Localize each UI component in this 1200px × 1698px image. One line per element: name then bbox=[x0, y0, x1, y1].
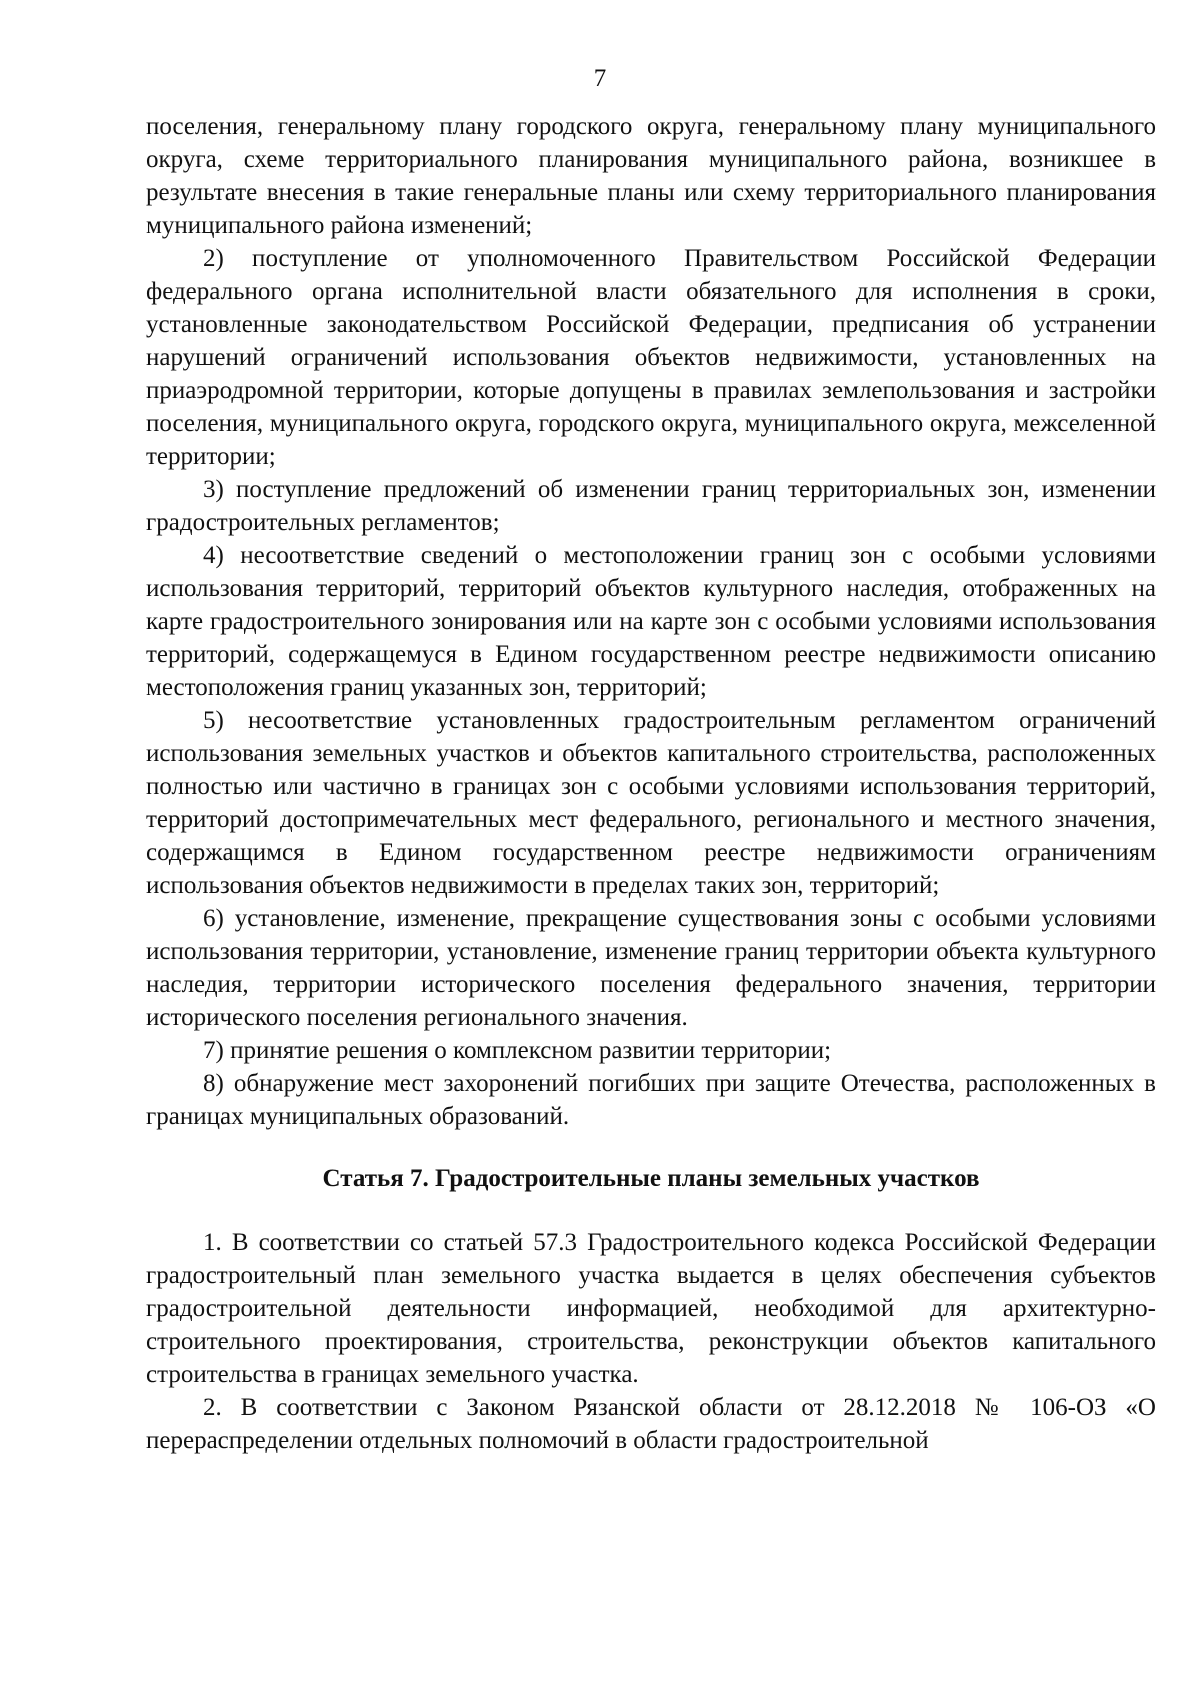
list-item-6: 6) установление, изменение, прекращение существования зоны с особыми условиями использования территории, установление, изменение границ территории объекта культурного наследия, территории исторического поселения федерального значения, территории исторического поселения регионального значения. bbox=[146, 905, 1156, 1031]
list-item-7: 7) принятие решения о комплексном развитии территории; bbox=[203, 1037, 832, 1064]
page-number: 7 bbox=[593, 65, 607, 92]
article-paragraph-2: 2. В соответствии с Законом Рязанской области от 28.12.2018 № 106-ОЗ «О перераспределении отдельных полномочий в области градостроительной bbox=[146, 1394, 1156, 1454]
list-item-4: 4) несоответствие сведений о местоположении границ зон с особыми условиями использования территорий, территорий объектов культурного наследия, отображенных на карте градостроительного зонирования или на карте зон с особыми условиями использования территорий, содержащемуся в Едином государственном реестре недвижимости описанию местоположения границ указанных зон, территорий; bbox=[146, 542, 1156, 701]
list-item-2: 2) поступление от уполномоченного Правительством Российской Федерации федерального органа исполнительной власти обязательного для исполнения в сроки, установленные законодательством Российской Федерации, предписания об устранении нарушений ограничений использования объектов недвижимости, установленных на приаэродромной территории, которые допущены в правилах землепользования и застройки поселения, муниципального округа, городского округа, муниципального округа, межселенной территории; bbox=[146, 245, 1156, 470]
article-paragraph-1: 1. В соответствии со статьей 57.3 Градостроительного кодекса Российской Федерации градостроительный план земельного участка выдается в целях обеспечения субъектов градостроительной деятельности информацией, необходимой для архитектурно-строительного проектирования, строительства, реконструкции объектов капитального строительства в границах земельного участка. bbox=[146, 1229, 1156, 1388]
list-item-3: 3) поступление предложений об изменении границ территориальных зон, изменении градостроительных регламентов; bbox=[146, 476, 1156, 536]
list-item-8: 8) обнаружение мест захоронений погибших при защите Отечества, расположенных в границах муниципальных образований. bbox=[146, 1070, 1156, 1130]
paragraph-continuation: поселения, генеральному плану городского округа, генеральному плану муниципального округа, схеме территориального планирования муниципального района, возникшее в результате внесения в такие генеральные планы или схему территориального планирования муниципального района изменений; bbox=[146, 113, 1156, 239]
article-heading: Статья 7. Градостроительные планы земельных участков bbox=[322, 1165, 980, 1192]
document-body bbox=[146, 110, 1156, 1457]
list-item-5: 5) несоответствие установленных градостроительным регламентом ограничений использования земельных участков и объектов капитального строительства, расположенных полностью или частично в границах зон с особыми условиями использования территорий, территорий достопримечательных мест федерального, регионального и местного значения, содержащимся в Едином государственном реестре недвижимости ограничениям использования объектов недвижимости в пределах таких зон, территорий; bbox=[146, 707, 1156, 899]
